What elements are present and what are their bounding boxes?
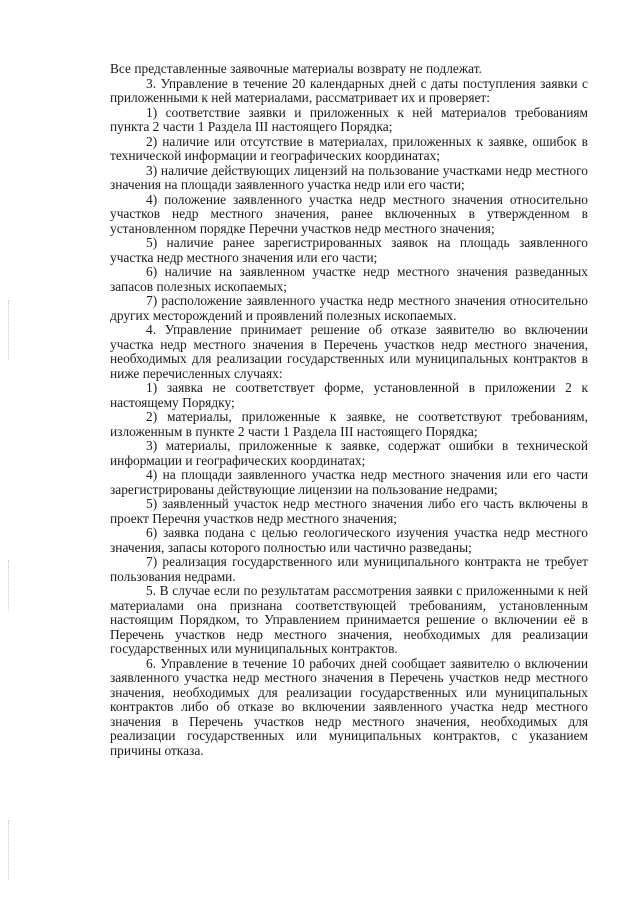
scan-margin-mark (8, 820, 11, 880)
paragraph-6-notification: 6. Управление в течение 10 рабочих дней сообщает заявителю о включении заявленного участка недр местного значения в Перечень участков недр местного значения, необходимых для реализации государственных или муниципальных контрактов либо об отказе во включении заявленного участка недр местного значения в Перечень участков недр местного значения, необходимых для реализации государственных или муниципальных контрактов, с указанием причины отказа. (110, 655, 588, 758)
list-item: 4) положение заявленного участка недр местного значения относительно участков недр местного значения, ранее включенных в утвержденном в установленном порядке Перечни участков недр местного значения; (110, 191, 588, 236)
scan-margin-mark (8, 300, 11, 360)
list-item: 3) материалы, приложенные к заявке, содержат ошибки в технической информации и географических координатах; (110, 438, 588, 468)
list-item: 3) наличие действующих лицензий на пользование участками недр местного значения на площади заявленного участка недр или его части; (110, 162, 588, 192)
list-item: 7) реализация государственного или муниципального контракта не требует пользования недрами. (110, 554, 588, 584)
list-item: 1) соответствие заявки и приложенных к ней материалов требованиям пункта 2 части 1 Раздела III настоящего Порядка; (110, 104, 588, 134)
document-body (110, 62, 588, 758)
paragraph-materials-not-returned: Все представленные заявочные материалы возврату не подлежат. (110, 61, 482, 76)
list-item: 5) заявленный участок недр местного значения либо его часть включены в проект Перечня участков недр местного значения; (110, 496, 588, 526)
list-item: 5) наличие ранее зарегистрированных заявок на площадь заявленного участка недр местного значения или его части; (110, 235, 588, 265)
list-item: 2) материалы, приложенные к заявке, не соответствуют требованиям, изложенным в пункте 2 части 1 Раздела III настоящего Порядка; (110, 409, 588, 439)
list-item: 6) наличие на заявленном участке недр местного значения разведанных запасов полезных ископаемых; (110, 264, 588, 294)
paragraph-5-inclusion: 5. В случае если по результатам рассмотрения заявки с приложенными к ней материалами она признана соответствующей требованиям, установленным настоящим Порядком, то Управлением принимается решение о включении её в Перечень участков недр местного значения, необходимых для реализации государственных или муниципальных контрактов. (110, 583, 588, 656)
paragraph-4-refusal: 4. Управление принимает решение об отказе заявителю во включении участка недр местного значения в Перечень участков недр местного значения, необходимых для реализации государственных или муниципальных контрактов в ниже перечисленных случаях: (110, 322, 588, 381)
list-item: 1) заявка не соответствует форме, установленной в приложении 2 к настоящему Порядку; (110, 380, 588, 410)
list-item: 4) на площади заявленного участка недр местного значения или его части зарегистрированы действующие лицензии на пользование недрами; (110, 467, 588, 497)
list-item: 2) наличие или отсутствие в материалах, приложенных к заявке, ошибок в технической информации и географических координатах; (110, 133, 588, 163)
scan-margin-mark (8, 560, 11, 610)
paragraph-3-review: 3. Управление в течение 20 календарных дней с даты поступления заявки с приложенными к ней материалами, рассматривает их и проверяет: (110, 75, 588, 105)
list-item: 6) заявка подана с целью геологического изучения участка недр местного значения, запасы которого полностью или частично разведаны; (110, 525, 588, 555)
list-item: 7) расположение заявленного участка недр местного значения относительно других месторождений и проявлений полезных ископаемых. (110, 293, 588, 323)
